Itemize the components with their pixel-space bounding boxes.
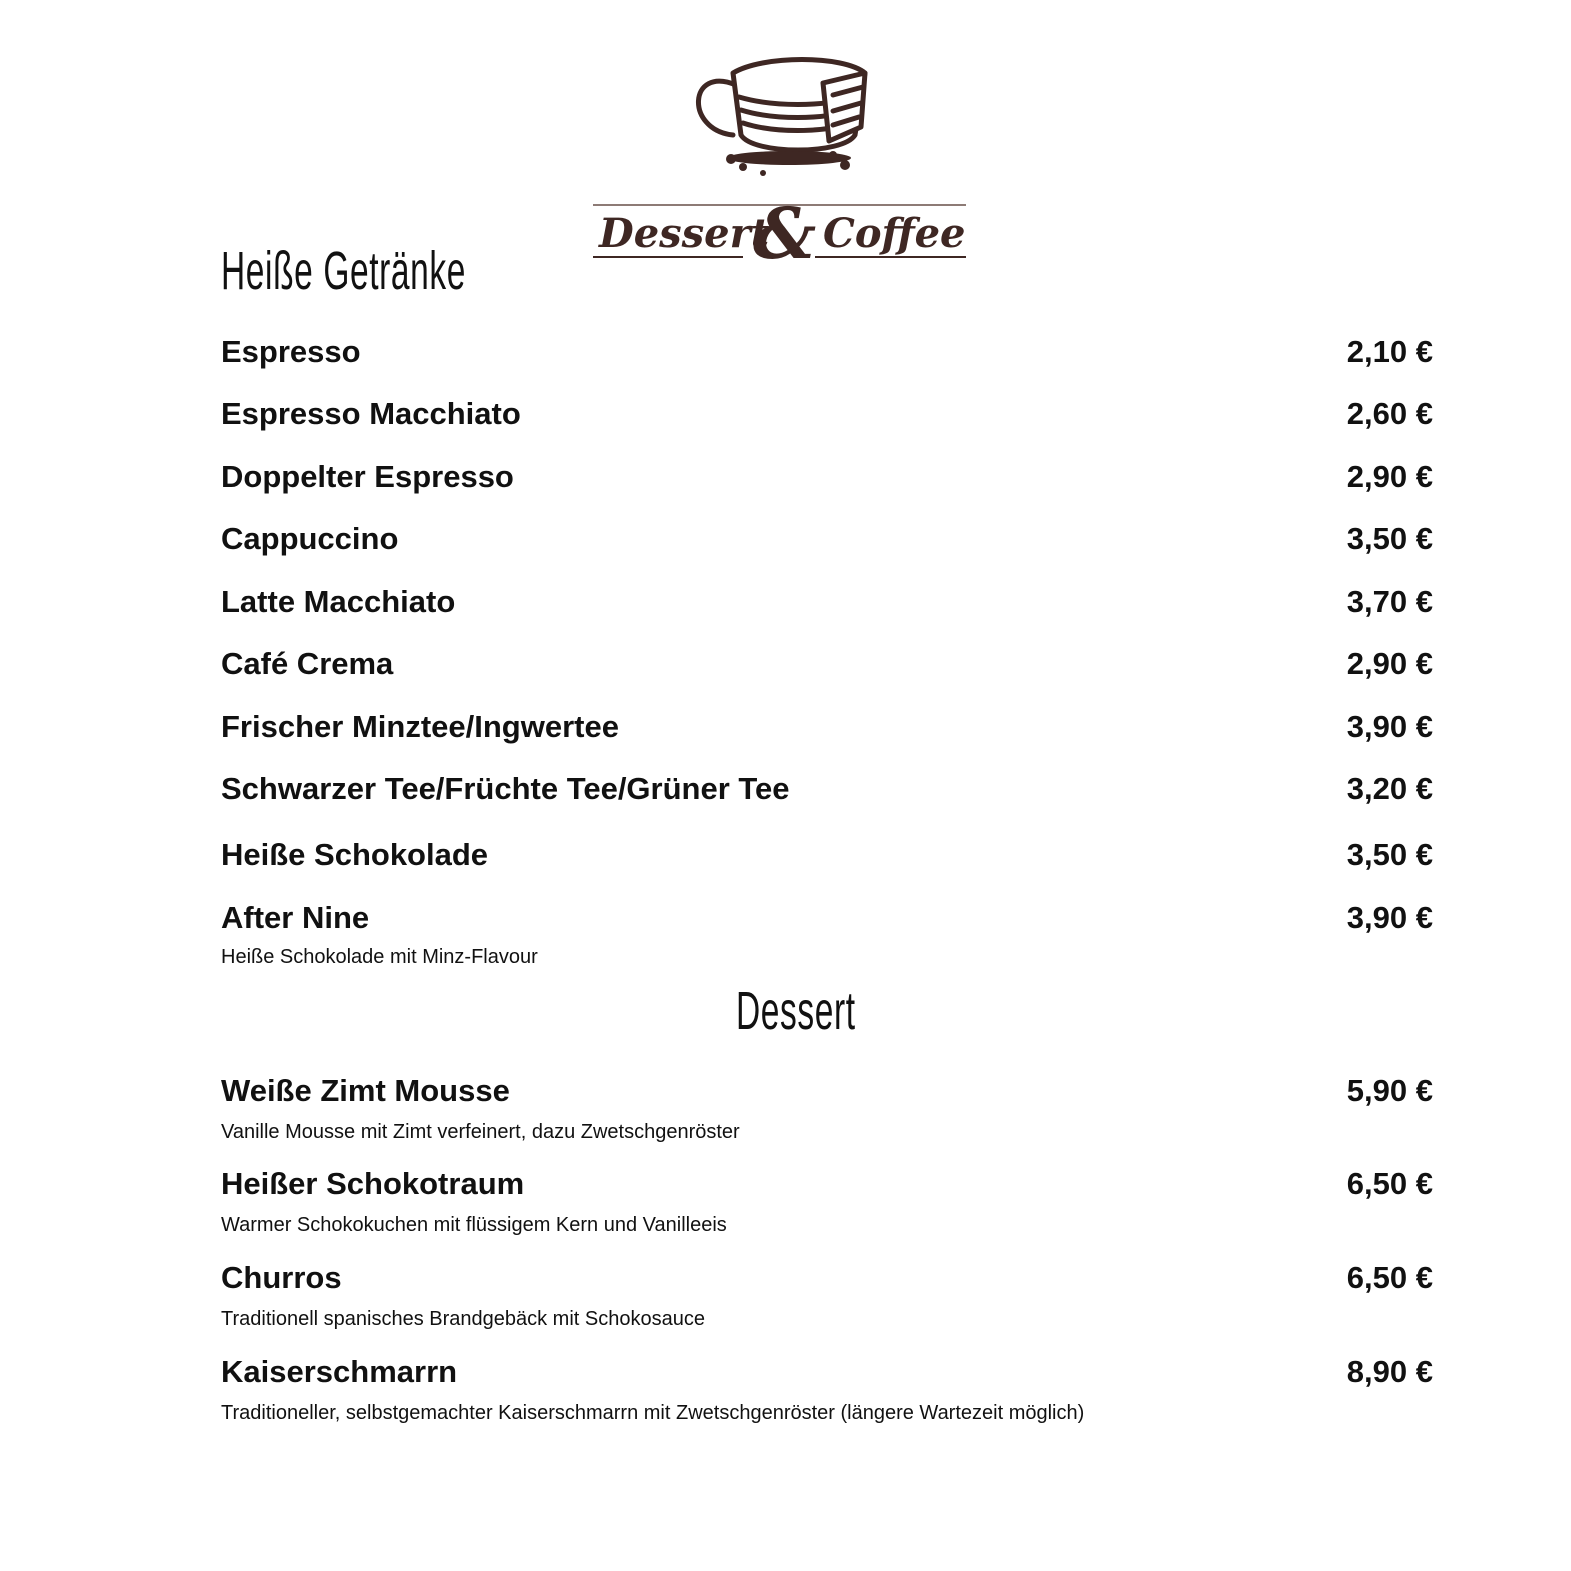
item-description: Traditionell spanisches Brandgebäck mit Schokosauce <box>221 1308 705 1330</box>
item-name: Doppelter Espresso <box>221 459 514 494</box>
menu-item-kaiserschmarrn <box>221 1354 1433 1424</box>
item-price: 3,50 € <box>1346 837 1433 872</box>
item-name: Churros <box>221 1260 342 1295</box>
item-price: 3,50 € <box>1346 521 1433 556</box>
logo-text-coffee: Coffee <box>823 210 966 257</box>
item-price: 3,20 € <box>1346 771 1433 806</box>
item-description: Vanille Mousse mit Zimt verfeinert, dazu Zwetschgenröster <box>221 1121 740 1143</box>
coffee-cup-cake-icon <box>593 55 966 270</box>
item-price: 2,90 € <box>1346 646 1433 681</box>
menu-item-weisse-zimt-mousse <box>221 1073 1433 1143</box>
menu-item-cappuccino <box>221 521 1433 561</box>
item-price: 2,60 € <box>1346 396 1433 431</box>
item-name: Café Crema <box>221 646 394 681</box>
logo-text-dessert: Dessert <box>599 210 770 257</box>
section-title-dessert: Dessert <box>736 981 856 1041</box>
item-description: Heiße Schokolade mit Minz-Flavour <box>221 946 538 968</box>
item-name: Schwarzer Tee/Früchte Tee/Grüner Tee <box>221 771 790 806</box>
item-name: After Nine <box>221 900 370 935</box>
item-price: 2,10 € <box>1346 334 1433 369</box>
item-price: 2,90 € <box>1346 459 1433 494</box>
menu-item-heisser-schokotraum <box>221 1166 1433 1236</box>
menu-item-cafe-crema <box>221 646 1433 686</box>
item-name: Espresso <box>221 334 361 369</box>
section-title-hot-drinks: Heiße Getränke <box>221 241 467 301</box>
item-name: Cappuccino <box>221 521 399 556</box>
item-price: 3,90 € <box>1346 709 1433 744</box>
menu-item-after-nine <box>221 900 1433 968</box>
item-name: Latte Macchiato <box>221 584 456 619</box>
item-name: Weiße Zimt Mousse <box>221 1073 510 1108</box>
menu-item-tee-auswahl <box>221 771 1433 811</box>
menu-item-espresso <box>221 334 1433 374</box>
item-price: 6,50 € <box>1346 1166 1433 1201</box>
item-price: 3,70 € <box>1346 584 1433 619</box>
item-name: Heißer Schokotraum <box>221 1166 525 1201</box>
menu-item-latte-macchiato <box>221 584 1433 624</box>
item-name: Kaiserschmarrn <box>221 1354 458 1389</box>
menu-item-minztee-ingwertee <box>221 709 1433 749</box>
item-price: 3,90 € <box>1346 900 1433 935</box>
menu-item-doppelter-espresso <box>221 459 1433 499</box>
item-name: Heiße Schokolade <box>221 837 489 872</box>
item-price: 8,90 € <box>1346 1354 1433 1389</box>
item-description: Warmer Schokokuchen mit flüssigem Kern und Vanilleeis <box>221 1214 727 1236</box>
item-price: 6,50 € <box>1346 1260 1433 1295</box>
menu-item-churros <box>221 1260 1433 1330</box>
item-name: Frischer Minztee/Ingwertee <box>221 709 619 744</box>
item-price: 5,90 € <box>1346 1073 1433 1108</box>
menu-item-espresso-macchiato <box>221 396 1433 436</box>
item-description: Traditioneller, selbstgemachter Kaiserschmarrn mit Zwetschgenröster (längere Wartezeit möglich) <box>221 1402 1085 1424</box>
dessert-coffee-logo <box>593 55 966 270</box>
menu-item-heisse-schokolade <box>221 837 1433 877</box>
logo-text-amp: & <box>753 192 817 270</box>
item-name: Espresso Macchiato <box>221 396 521 431</box>
